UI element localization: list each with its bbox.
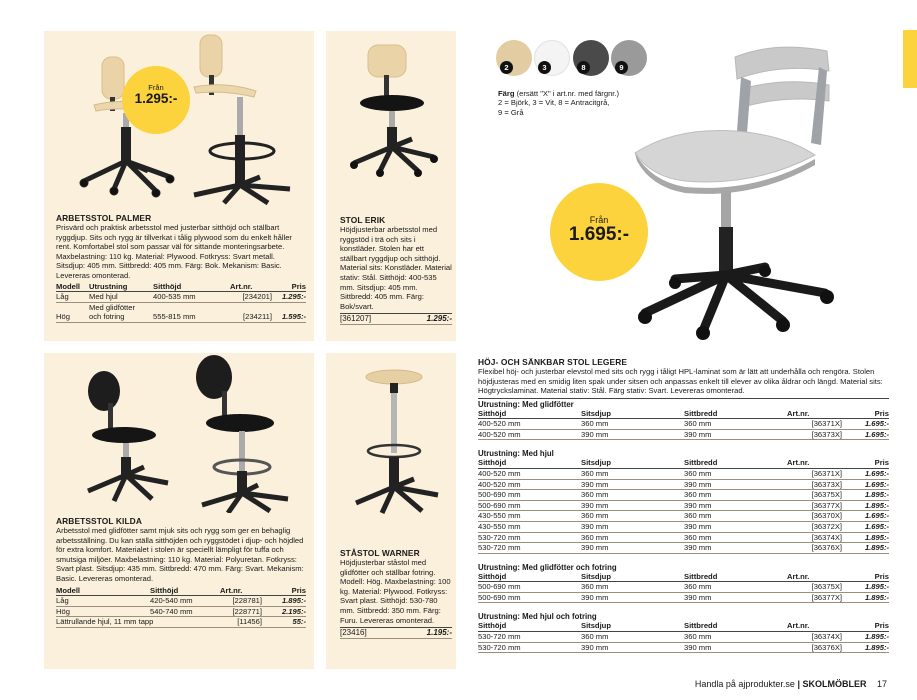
col-pris: Pris — [842, 458, 889, 468]
palmer-description: Prisvärd och praktisk arbetsstol med justerbar sitthöjd och ställbart ryggdjup. Sits och rygg är tillverkat i tålig plywood som du enkelt håller rent. Komfortabel stol som passar väl för sittande monteringsarbete. Maxbelastning: 110 kg. Material: Plywood. Fotkryss: Svart metall. Sitsdjup: 405 mm. Sittbredd: 405 mm. Färg: Bok. Mekanism: Basic. Levereras omonterad. — [56, 223, 292, 280]
price-cell: 1.895:- — [842, 592, 889, 603]
cell: 400-535 mm — [153, 292, 230, 303]
col-pris: Pris — [842, 409, 889, 419]
product-panel-palmer — [44, 31, 314, 341]
cell: 390 mm — [581, 521, 684, 532]
palmer-price-badge — [122, 66, 190, 134]
cell: 360 mm — [581, 468, 684, 479]
erik-chair-image — [326, 31, 456, 211]
cell: [36373X] — [787, 479, 842, 490]
legere-table-glidfotter — [478, 409, 889, 441]
cell: 390 mm — [581, 479, 684, 490]
legere-table-hjul — [478, 458, 889, 553]
cell: [36372X] — [787, 521, 842, 532]
col-artnr: Art.nr. — [787, 572, 842, 582]
col-modell: Modell — [56, 586, 150, 596]
footer-divider: | — [797, 679, 803, 689]
price-cell: 1.695:- — [842, 511, 889, 522]
cell: 390 mm — [684, 521, 787, 532]
warner-title: STÅSTOL WARNER — [340, 548, 420, 558]
warner-artnr: [23416] — [340, 628, 367, 638]
table-row — [478, 521, 889, 532]
cell: 400-520 mm — [478, 429, 581, 440]
color-label: Färg — [498, 89, 515, 98]
cell: 390 mm — [684, 500, 787, 511]
table-row — [478, 511, 889, 522]
cell: 420-540 mm — [150, 596, 220, 607]
table-row — [478, 429, 889, 440]
table-row — [478, 468, 889, 479]
table-row — [478, 592, 889, 603]
palmer-badge-from: Från — [148, 83, 164, 92]
cell: [228781] — [220, 596, 262, 607]
col-sitsdjup: Sitsdjup — [581, 458, 684, 468]
erik-description: Höjdjusterbar arbetsstol med ryggstöd i trä och sits i konstläder. Stolen har ett ställbart ryggdjup och sitthöjd. Material sits: Konstläder. Material stativ: Stål. Sitthöjd: 400-535 mm. Sitsdjup: 405 mm. Sittbredd: 405 mm. Färg: Bok/svart. — [340, 225, 452, 311]
col-sitthojd: Sitthöjd — [478, 572, 581, 582]
legere-group-label: Utrustning: Med glidfötter och fotring — [478, 562, 617, 572]
col-sitsdjup: Sitsdjup — [581, 621, 684, 631]
kilda-title: ARBETSSTOL KILDA — [56, 516, 142, 526]
cell: [36373X] — [787, 429, 842, 440]
cell: 530-720 mm — [478, 543, 581, 554]
table-row — [478, 642, 889, 653]
legere-image-area — [470, 31, 900, 351]
price-cell: 1.695:- — [842, 521, 889, 532]
legere-badge-price: 1.695:- — [568, 224, 630, 245]
col-sitsdjup: Sitsdjup — [581, 409, 684, 419]
color-line3: 9 = Grå — [498, 107, 524, 117]
col-sitthojd: Sitthöjd — [478, 458, 581, 468]
cell: [36376X] — [787, 543, 842, 554]
cell: [36374X] — [787, 532, 842, 543]
table-header — [478, 621, 889, 631]
legere-description: Flexibel höj- och justerbar elevstol med sits och rygg i tåligt HPL-laminat som är lätt att underhålla och rengöra. Stolen höjdjusteras med en smidig liten spak under sitsen och anpassas enkelt till elever av olika åldrar och längd. Material sits: Högtryckslaminat. Material stativ: Stål. Färg stativ: Svart. Levereras omonterad. — [478, 367, 883, 396]
kilda-chairs-image — [44, 353, 314, 513]
price-cell: 1.695:- — [842, 479, 889, 490]
product-panel-warner — [326, 353, 456, 669]
kilda-description: Arbetsstol med glidfötter samt mjuk sits och rygg som ger en behaglig arbetsställning. Du kan ställa sitthöjden och ryggstödet i djup- och höjdled för extra komfort. Materialet i stolen är speciellt lämpligt för tuffa och smutsiga miljöer. Maxbelastning: 110 kg. Material: Polyuretan. Fotkryss: Svart plast. Sitsdjup: 435 mm. Sittbredd: 470 mm. Färg: Svart. Mekanism: Basic. Levereras omonterad. — [56, 526, 304, 583]
price-cell: 1.595:- — [272, 302, 306, 322]
swatch-number: 9 — [615, 61, 628, 74]
col-artnr: Art.nr. — [787, 409, 842, 419]
cell: 360 mm — [684, 511, 787, 522]
cell: Med glidfötter och fotring — [89, 302, 153, 322]
kilda-high-chair — [196, 355, 288, 513]
swatch-number: 3 — [538, 61, 551, 74]
warner-description: Höjdjusterbar ståstol med glidfötter och ställbar fotring. Modell: Hög. Maxbelastning: 100 kg. Material: Plywood. Fotkryss: Svart plast. Sitthöjd: 530-780 mm. Sittbredd: 350 mm. Färg: Furu. Levereras omonterad. — [340, 558, 451, 625]
kilda-low-chair — [88, 371, 168, 501]
cell: 360 mm — [684, 490, 787, 501]
cell: 360 mm — [684, 631, 787, 642]
cell: 390 mm — [581, 543, 684, 554]
cell: [36370X] — [787, 511, 842, 522]
legere-table-hjul-fotring — [478, 621, 889, 653]
cell: 360 mm — [684, 419, 787, 430]
col-artnr: Art.nr. — [787, 621, 842, 631]
swatch-number: 2 — [500, 61, 513, 74]
table-row — [56, 596, 306, 607]
page-number: 17 — [876, 679, 887, 689]
price-cell: 1.695:- — [842, 429, 889, 440]
table-row — [478, 479, 889, 490]
cell: 400-520 mm — [478, 479, 581, 490]
cell: [234201] — [230, 292, 272, 303]
price-cell: 1.895:- — [842, 543, 889, 554]
palmer-high-chair — [194, 35, 290, 203]
table-row — [56, 302, 306, 322]
cell: 530-720 mm — [478, 532, 581, 543]
col-sittbredd: Sittbredd — [684, 409, 787, 419]
col-sitthojd: Sitthöjd — [478, 621, 581, 631]
cell: [36374X] — [787, 631, 842, 642]
cell: 500-690 mm — [478, 500, 581, 511]
col-sittbredd: Sittbredd — [684, 458, 787, 468]
col-utrustning: Utrustning — [89, 282, 153, 292]
product-panel-kilda — [44, 353, 314, 669]
price-cell: 1.895:- — [842, 500, 889, 511]
cell: [228771] — [220, 606, 262, 617]
price-cell: 1.895:- — [262, 596, 306, 607]
cell: 360 mm — [684, 582, 787, 593]
cell: [11456] — [220, 617, 262, 628]
table-row — [56, 292, 306, 303]
erik-price-row — [340, 313, 452, 325]
page-edge-tab — [903, 30, 917, 88]
erik-artnr: [361207] — [340, 314, 372, 324]
cell: Låg — [56, 292, 89, 303]
col-sittbredd: Sittbredd — [684, 621, 787, 631]
table-row — [478, 582, 889, 593]
legere-badge-from: Från — [589, 215, 609, 225]
table-row — [478, 419, 889, 430]
cell: 390 mm — [581, 592, 684, 603]
cell: 390 mm — [581, 429, 684, 440]
legere-chair-image — [615, 31, 895, 341]
cell: 555-815 mm — [153, 302, 230, 322]
price-cell: 1.695:- — [842, 419, 889, 430]
col-pris: Pris — [842, 572, 889, 582]
cell: [36377X] — [787, 500, 842, 511]
cell: 360 mm — [684, 532, 787, 543]
legere-group-label: Utrustning: Med glidfötter — [478, 398, 889, 409]
cell: 360 mm — [581, 532, 684, 543]
cell: 390 mm — [684, 543, 787, 554]
cell: 540-740 mm — [150, 606, 220, 617]
col-pris: Pris — [272, 282, 306, 292]
price-cell: 1.295:- — [272, 292, 306, 303]
table-row — [478, 532, 889, 543]
palmer-table-header — [56, 282, 306, 292]
table-row — [56, 617, 306, 628]
product-panel-erik — [326, 31, 456, 341]
cell: Med hjul — [89, 292, 153, 303]
erik-price: 1.295:- — [426, 314, 452, 324]
cell: [36375X] — [787, 490, 842, 501]
legere-group-label: Utrustning: Med hjul och fotring — [478, 612, 597, 622]
price-cell: 1.895:- — [842, 582, 889, 593]
col-pris: Pris — [262, 586, 306, 596]
table-row — [478, 543, 889, 554]
cell: [36376X] — [787, 642, 842, 653]
col-sitthojd: Sitthöjd — [478, 409, 581, 419]
warner-price: 1.195:- — [426, 628, 452, 638]
legere-group-label: Utrustning: Med hjul — [478, 449, 554, 459]
price-cell: 1.895:- — [842, 631, 889, 642]
col-sitthojd: Sitthöjd — [153, 282, 230, 292]
col-artnr: Art.nr. — [787, 458, 842, 468]
price-cell: 1.895:- — [842, 642, 889, 653]
legere-spec-section — [478, 357, 889, 653]
cell: 500-690 mm — [478, 592, 581, 603]
cell: 360 mm — [581, 511, 684, 522]
cell: [234211] — [230, 302, 272, 322]
warner-stool-image — [326, 353, 456, 523]
col-sitsdjup: Sitsdjup — [581, 572, 684, 582]
cell: 530-720 mm — [478, 642, 581, 653]
kilda-table-header — [56, 586, 306, 596]
palmer-badge-price: 1.295:- — [134, 91, 178, 106]
col-artnr: Art.nr. — [220, 586, 262, 596]
col-sitthojd: Sitthöjd — [150, 586, 220, 596]
table-row — [478, 500, 889, 511]
price-cell: 1.695:- — [842, 468, 889, 479]
price-cell: 1.895:- — [842, 532, 889, 543]
table-header — [478, 409, 889, 419]
cell: 390 mm — [684, 642, 787, 653]
cell: 390 mm — [581, 500, 684, 511]
palmer-title: ARBETSSTOL PALMER — [56, 213, 152, 223]
cell: 390 mm — [684, 429, 787, 440]
cell: 530-720 mm — [478, 631, 581, 642]
legere-table-glidfotter-fotring — [478, 572, 889, 604]
price-cell: 1.895:- — [842, 490, 889, 501]
erik-title: STOL ERIK — [340, 215, 386, 225]
col-artnr: Art.nr. — [230, 282, 272, 292]
cell: 400-520 mm — [478, 468, 581, 479]
cell: 430-550 mm — [478, 511, 581, 522]
cell: 390 mm — [684, 479, 787, 490]
cell: [36371X] — [787, 419, 842, 430]
table-row — [56, 606, 306, 617]
cell: 430-550 mm — [478, 521, 581, 532]
cell: [36375X] — [787, 582, 842, 593]
table-row — [478, 490, 889, 501]
cell: 360 mm — [684, 468, 787, 479]
cell: 360 mm — [581, 631, 684, 642]
cell: Hög — [56, 606, 150, 617]
cell: 360 mm — [581, 419, 684, 430]
cell: 500-690 mm — [478, 582, 581, 593]
cell: 390 mm — [581, 642, 684, 653]
cell: Låg — [56, 596, 150, 607]
cell: [36377X] — [787, 592, 842, 603]
table-header — [478, 572, 889, 582]
col-modell: Modell — [56, 282, 89, 292]
cell: Hög — [56, 302, 89, 322]
cell: 400-520 mm — [478, 419, 581, 430]
cell: [36371X] — [787, 468, 842, 479]
col-pris: Pris — [842, 621, 889, 631]
cell: Lättrullande hjul, 11 mm tapp — [56, 617, 220, 628]
swatch-number: 8 — [577, 61, 590, 74]
cell: 390 mm — [684, 592, 787, 603]
kilda-spec-table — [56, 586, 306, 628]
col-sittbredd: Sittbredd — [684, 572, 787, 582]
cell: 500-690 mm — [478, 490, 581, 501]
palmer-spec-table — [56, 282, 306, 323]
table-header — [478, 458, 889, 468]
cell: 360 mm — [581, 490, 684, 501]
color-note: (ersätt "X" i art.nr. med färgnr.) — [514, 89, 620, 98]
table-row — [478, 631, 889, 642]
warner-price-row — [340, 627, 452, 639]
legere-price-badge — [550, 183, 648, 281]
cell: 360 mm — [581, 582, 684, 593]
legere-title: HÖJ- OCH SÄNKBAR STOL LEGERE — [478, 357, 628, 367]
price-cell: 2.195:- — [262, 606, 306, 617]
color-line2: 2 = Björk, 3 = Vit, 8 = Antracitgrå, — [498, 98, 610, 108]
footer-section: SKOLMÖBLER — [802, 679, 867, 689]
price-cell: 55:- — [262, 617, 306, 628]
footer-link[interactable]: Handla på ajprodukter.se — [694, 679, 795, 689]
page-footer — [695, 679, 887, 689]
